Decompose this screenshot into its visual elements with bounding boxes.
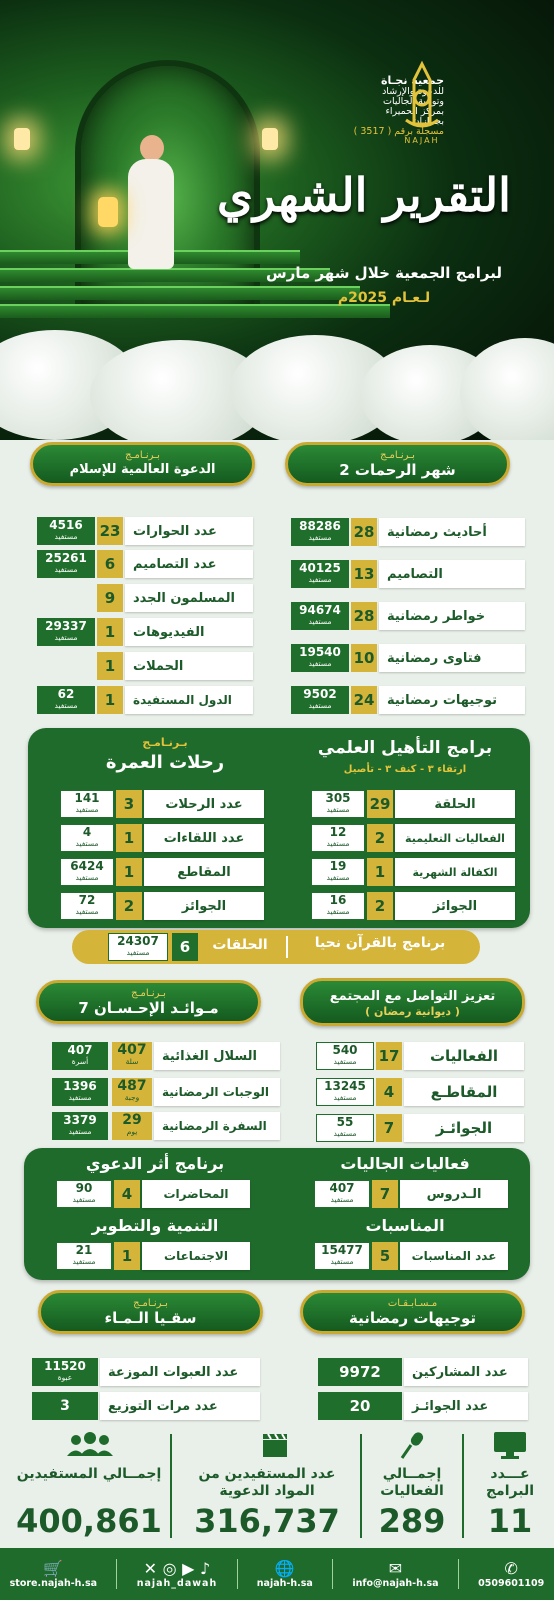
total-media-beneficiaries: 316,737 bbox=[194, 1502, 340, 1540]
list-item: المحاضرات 4 90 مستفيد bbox=[50, 1180, 250, 1208]
water-header: بـرنـامـج سقـيا الـمـاء bbox=[38, 1290, 263, 1334]
quran-beneficiaries: 24307 مستفيد bbox=[108, 933, 168, 961]
phone-link[interactable]: ✆ 0509601109 bbox=[478, 1558, 545, 1589]
store-link[interactable]: 🛒 store.najah-h.sa bbox=[9, 1558, 98, 1589]
taheel-title: برامج التأهيل العلمي bbox=[317, 738, 493, 758]
report-subtitle: لبرامج الجمعية خلال شهر مارس bbox=[266, 264, 502, 282]
list-item: توجيهات رمضانية 24 9502 مستفيد bbox=[295, 686, 525, 714]
list-item: السفرة الرمضانية 29 يوم 3379 مستفيد bbox=[28, 1112, 280, 1140]
list-item: عدد الرحلات 3 141 مستفيد bbox=[50, 790, 264, 818]
social-link[interactable]: ✕ ◎ ▶ ♪ najah_dawah bbox=[136, 1558, 218, 1589]
najah-logo: NAJAH bbox=[400, 60, 444, 148]
list-item: المقاطع 1 6424 مستفيد bbox=[50, 858, 264, 886]
umrah-title: رحلات العمرة bbox=[105, 752, 225, 773]
list-item: الجوائز 2 72 مستفيد bbox=[50, 892, 264, 920]
list-item: السلال الغذائية 407 سلة 407 أسرة bbox=[28, 1042, 280, 1070]
list-item: الجوائـز 7 55 مستفيد bbox=[312, 1114, 524, 1142]
whatsapp-icon: ✆ bbox=[504, 1558, 518, 1578]
list-item: عدد الحوارات 23 4516 مستفيد bbox=[38, 517, 253, 545]
footer bbox=[0, 1548, 554, 1600]
list-item: الوجبات الرمضانية 487 وجبة 1396 مستفيد bbox=[28, 1078, 280, 1106]
cart-icon: 🛒 bbox=[43, 1558, 64, 1578]
occasions-title: المناسبات bbox=[365, 1216, 445, 1235]
list-item: الفعاليات 17 540 مستفيد bbox=[312, 1042, 524, 1070]
list-item: عدد العبوات الموزعة 11520 عبوة bbox=[24, 1358, 260, 1386]
dawah-header: بـرنـامـج الدعوة العالمية للإسلام bbox=[30, 442, 255, 486]
list-item: الفيديوهات 1 29337 مستفيد bbox=[38, 618, 253, 646]
list-item: الدول المستفيدة 1 62 مستفيد bbox=[38, 686, 253, 714]
globe-icon: 🌐 bbox=[274, 1558, 295, 1578]
jaliyat-title: فعاليات الجاليات bbox=[340, 1154, 470, 1173]
list-item: عدد التصاميم 6 25261 مستفيد bbox=[38, 550, 253, 578]
list-item: عدد مرات التوزيع 3 bbox=[24, 1392, 260, 1420]
social-icons: ✕ ◎ ▶ ♪ bbox=[143, 1558, 211, 1578]
list-item: فتاوى رمضانية 10 19540 مستفيد bbox=[295, 644, 525, 672]
report-year: لـعـام 2025م bbox=[337, 290, 431, 306]
org-name: جمعية نجـاة للدعوة والإرشاد وتوعية الجاليات بمركز الحميراء بجــازان مسجلة برقم ( 3517 ) bbox=[353, 74, 444, 137]
contest-header: مـسـابـقـات توجيهات رمضانية bbox=[300, 1290, 525, 1334]
lamp-icon bbox=[262, 128, 278, 150]
email-link[interactable]: ✉ info@najah-h.sa bbox=[352, 1558, 439, 1589]
monitor-icon bbox=[470, 1430, 550, 1467]
total-events: 289 bbox=[378, 1502, 446, 1540]
quran-count: 6 bbox=[172, 933, 198, 961]
community-header: تعزيز التواصل مع المجتمع ( ديوانية رمضان ) bbox=[300, 978, 525, 1026]
list-item: الجوائز 2 16 مستفيد bbox=[293, 892, 515, 920]
list-item: عدد اللقاءات 1 4 مستفيد bbox=[50, 824, 264, 852]
quran-label: الحلقات bbox=[212, 937, 268, 953]
list-item: المقاطـع 4 13245 مستفيد bbox=[312, 1078, 524, 1106]
development-title: التنمية والتطوير bbox=[91, 1216, 219, 1235]
mail-icon: ✉ bbox=[388, 1558, 403, 1578]
athar-title: برنامج أثر الدعوي bbox=[85, 1154, 225, 1173]
list-item: عدد الجوائـز 20 bbox=[316, 1392, 528, 1420]
lamp-icon bbox=[14, 128, 30, 150]
rahamat-header: بـرنـامـج شهر الرحمات 2 bbox=[285, 442, 510, 486]
clapperboard-icon bbox=[225, 1430, 325, 1467]
list-item: الحملات 1 bbox=[38, 652, 253, 680]
child-with-lantern-image bbox=[118, 135, 182, 280]
list-item: الفعاليات التعليمية 2 12 مستفيد bbox=[293, 824, 515, 852]
total-beneficiaries: 400,861 bbox=[16, 1502, 162, 1540]
list-item: خواطر رمضانية 28 94674 مستفيد bbox=[295, 602, 525, 630]
microphone-icon bbox=[372, 1430, 452, 1467]
list-item: أحاديث رمضانية 28 88286 مستفيد bbox=[295, 518, 525, 546]
list-item: الـدروس 7 407 مستفيد bbox=[308, 1180, 508, 1208]
website-link[interactable]: 🌐 najah-h.sa bbox=[256, 1558, 313, 1589]
list-item: الحلقة 29 305 مستفيد bbox=[293, 790, 515, 818]
taheel-subtitle: ارتقاء ٣ - كنف ٣ - تأصيل bbox=[343, 764, 467, 775]
ihsan-header: بـرنـامـج مـوائـد الإحـسـان 7 bbox=[36, 980, 261, 1024]
list-item: التصاميم 13 40125 مستفيد bbox=[295, 560, 525, 588]
people-icon bbox=[50, 1430, 130, 1465]
list-item: عدد المشاركين 9972 bbox=[316, 1358, 528, 1386]
list-item: المسلمون الجدد 9 bbox=[38, 584, 253, 612]
total-programs: 11 bbox=[487, 1502, 533, 1540]
list-item: الكفالة الشهرية 1 19 مستفيد bbox=[293, 858, 515, 886]
quran-title: برنامج بالقرآن نحيا bbox=[314, 935, 446, 951]
report-title: التقرير الشهري bbox=[217, 168, 511, 222]
list-item: عدد المناسبات 5 15477 مستفيد bbox=[308, 1242, 508, 1270]
list-item: الاجتماعات 1 21 مستفيد bbox=[50, 1242, 250, 1270]
hero-banner bbox=[0, 0, 554, 440]
